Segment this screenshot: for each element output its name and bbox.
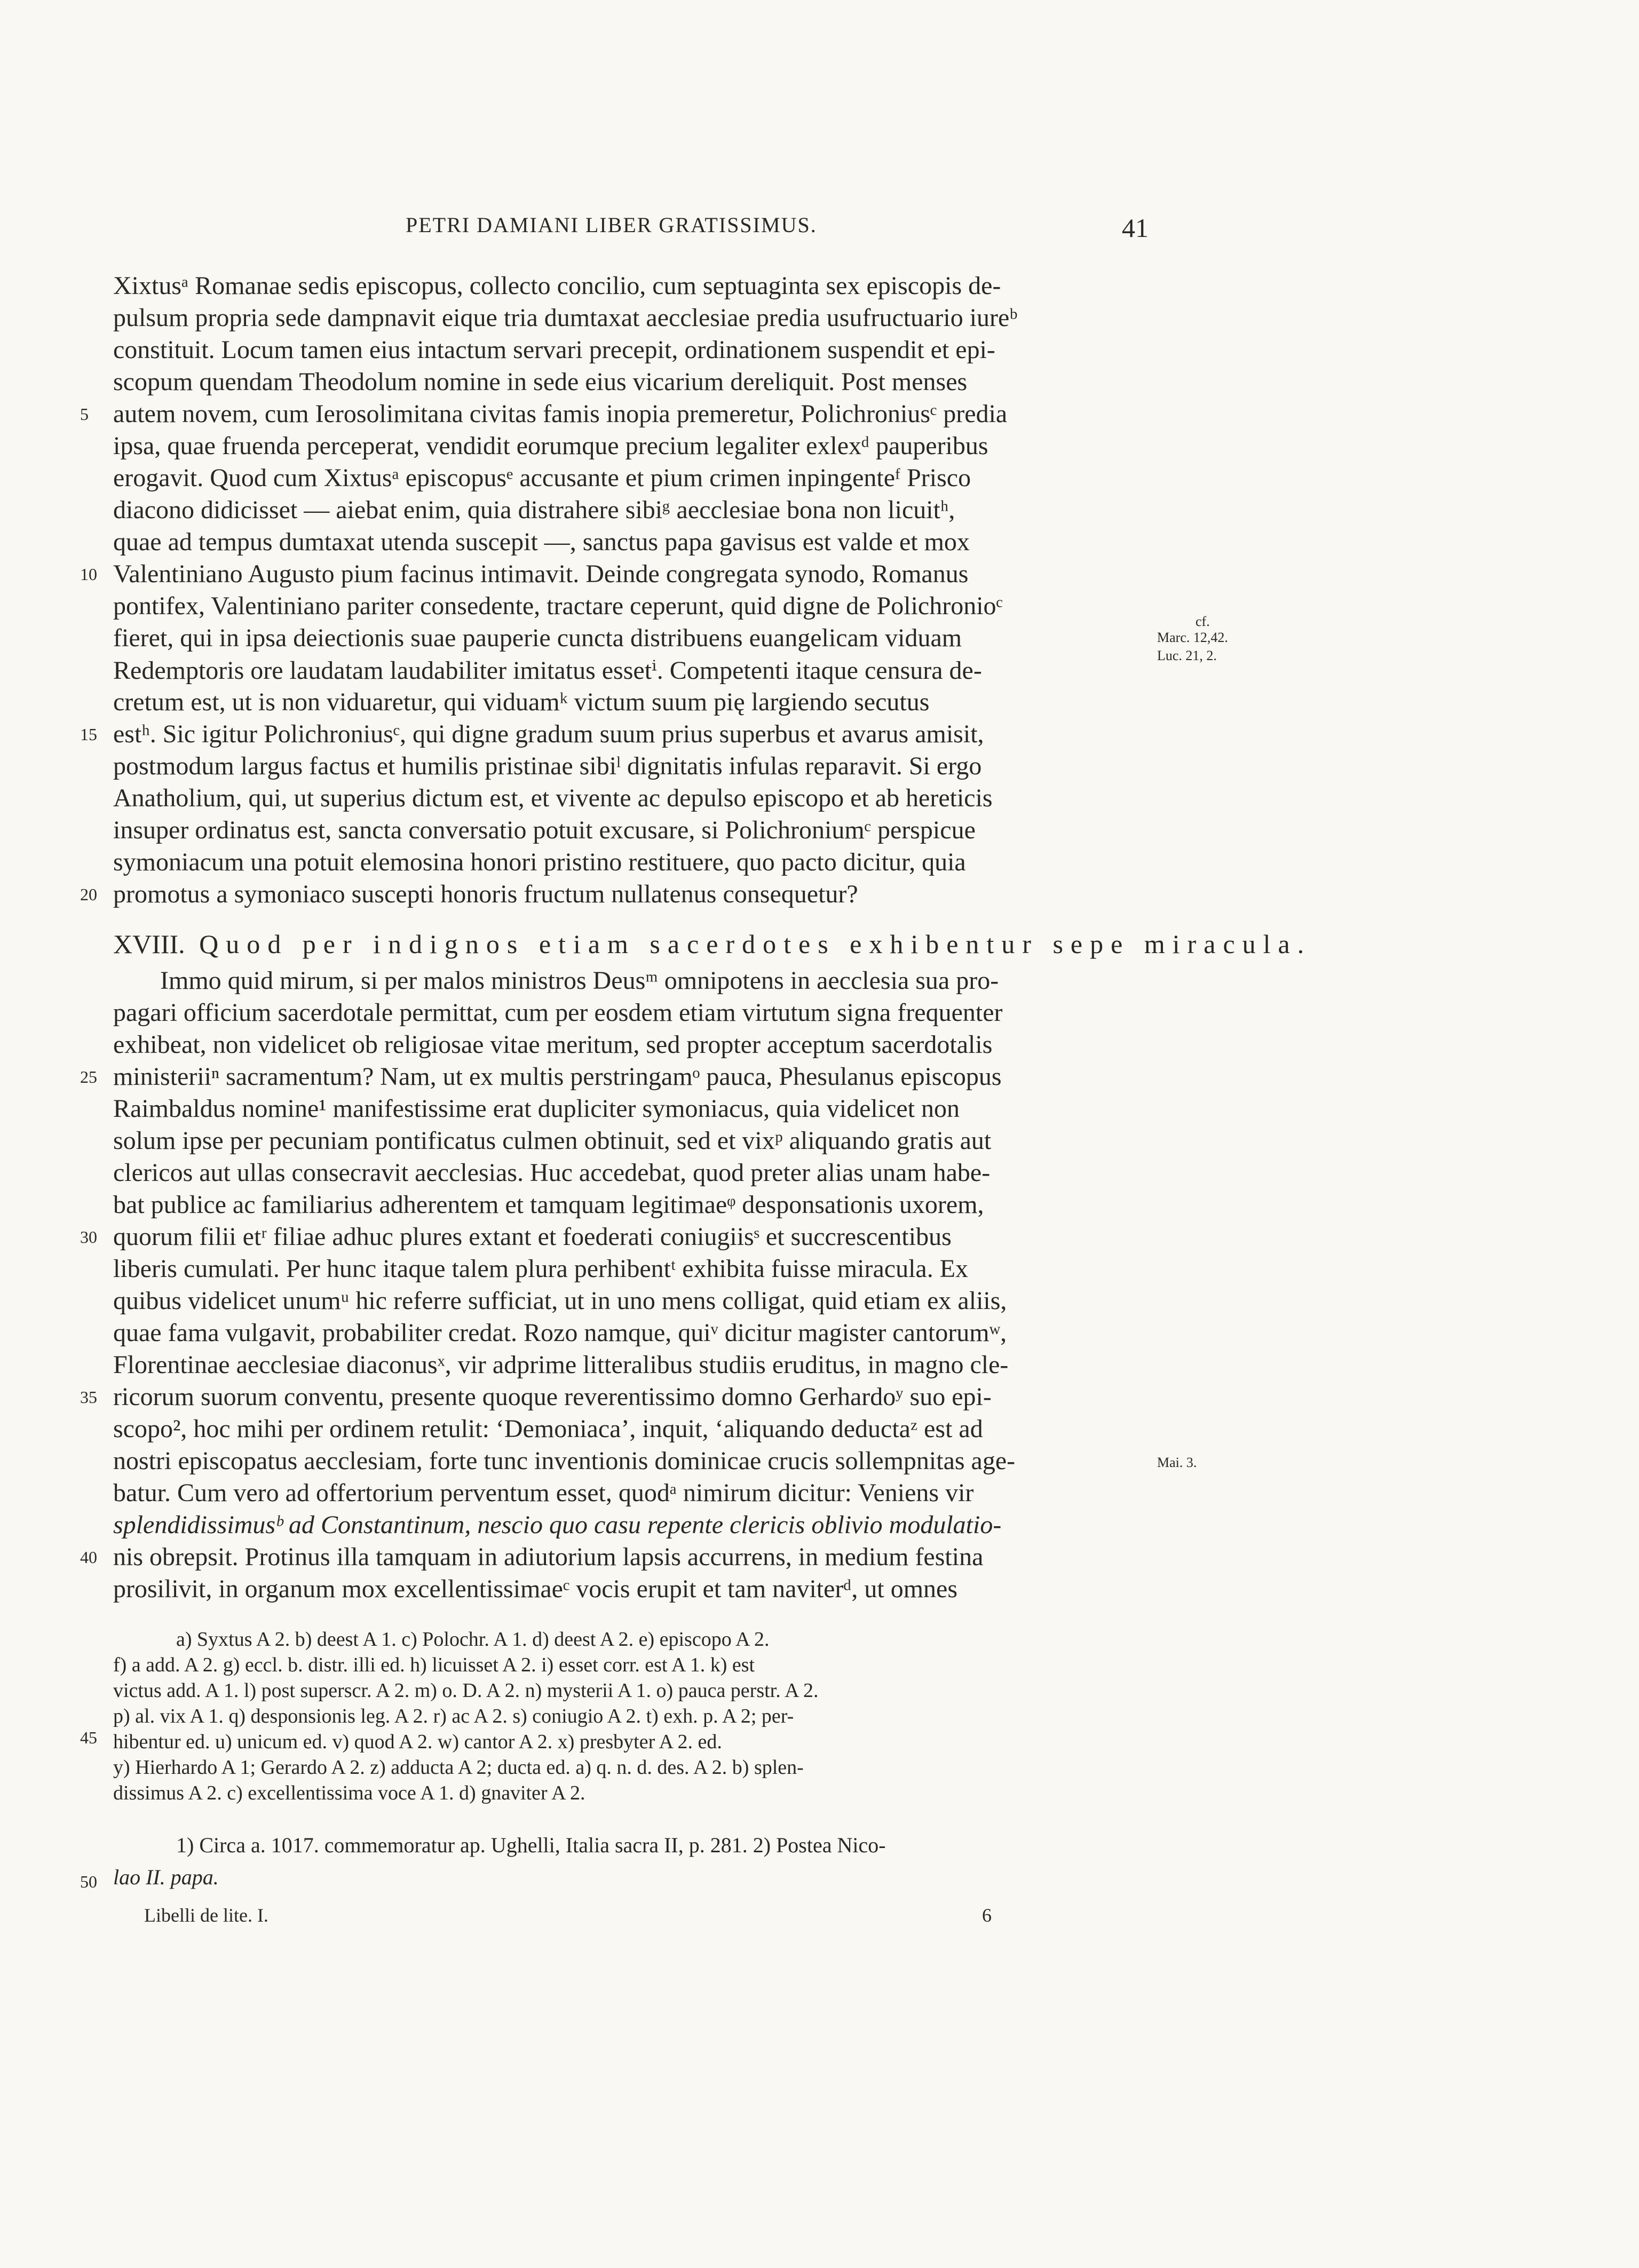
apparatus-line: y) Hierhardo A 1; Gerardo A 2. z) adducta A 2; ducta ed. a) q. n. d. des. A 2. b) splen- — [113, 1756, 804, 1779]
historical-note-line: lao II. papa. — [113, 1865, 219, 1889]
text-line: scopum quendam Theodolum nomine in sede eius vicarium dereliquit. Post menses — [113, 368, 968, 396]
text-line: solum ipse per pecuniam pontificatus culmen obtinuit, sed et vixᵖ aliquando gratis aut — [113, 1127, 992, 1155]
chapter-heading — [113, 929, 1311, 959]
text-line: ipsa, quae fruenda perceperat, vendidit eorumque precium legaliter exlexᵈ pauperibus — [113, 432, 988, 460]
text-line: erogavit. Quod cum Xixtusᵃ episcopusᵉ accusante et pium crimen inpingenteᶠ Prisco — [113, 464, 971, 492]
text-line: diacono didicisset — aiebat enim, quia distrahere sibiᵍ aecclesiae bona non licuitʰ, — [113, 496, 955, 524]
line-number: 40 — [80, 1548, 97, 1567]
text-line: Anatholium, qui, ut superius dictum est, et vivente ac depulso episcopo et ab hereticis — [113, 784, 993, 812]
historical-note-line: 1) Circa a. 1017. commemoratur ap. Ughelli, Italia sacra II, p. 281. 2) Postea Nico- — [176, 1833, 886, 1857]
text-line: nis obrepsit. Protinus illa tamquam in adiutorium lapsis accurrens, in medium festina — [113, 1543, 984, 1571]
text-line: quae fama vulgavit, probabiliter credat. Rozo namque, quiᵛ dicitur magister cantorumʷ, — [113, 1319, 1007, 1347]
text-line: estʰ. Sic igitur Polichroniusᶜ, qui digne gradum suum prius superbus et avarus amisit, — [113, 720, 984, 748]
text-line: insuper ordinatus est, sancta conversatio potuit excusare, si Polichroniumᶜ perspicue — [113, 816, 976, 844]
line-number: 45 — [80, 1728, 97, 1747]
text-line: exhibeat, non videlicet ob religiosae vitae meritum, sed propter acceptum sacerdotalis — [113, 1030, 993, 1059]
text-line: symoniacum una potuit elemosina honori pristino restituere, quo pacto dicitur, quia — [113, 848, 966, 876]
margin-note: Marc. 12,42. — [1157, 630, 1228, 645]
text-line: bat publice ac familiarius adherentem et tamquam legitimaeᵠ desponsationis uxorem, — [113, 1191, 984, 1219]
apparatus-line: p) al. vix A 1. q) desponsionis leg. A 2. r) ac A 2. s) coniugio A 2. t) exh. p. A 2; per- — [113, 1705, 794, 1727]
apparatus-line: dissimus A 2. c) excellentissima voce A 1. d) gnaviter A 2. — [113, 1782, 585, 1804]
text-line: promotus a symoniaco suscepti honoris fructum nullatenus consequetur? — [113, 880, 858, 908]
text-line: quae ad tempus dumtaxat utenda suscepit —, sanctus papa gavisus est valde et mox — [113, 528, 970, 556]
line-number: 50 — [80, 1872, 97, 1891]
text-line: pagari officium sacerdotale permittat, cum per eosdem etiam virtutum signa frequenter — [113, 998, 1003, 1027]
text-line: nostri episcopatus aecclesiam, forte tunc inventionis dominicae crucis sollempnitas age- — [113, 1447, 1016, 1475]
text-line: quorum filii etʳ filiae adhuc plures extant et foederati coniugiisˢ et succrescentibus — [113, 1223, 952, 1251]
text-line: Raimbaldus nomine¹ manifestissime erat dupliciter symoniacus, quia videlicet non — [113, 1095, 960, 1123]
text-line: fieret, qui in ipsa deiectionis suae pauperie cuncta distribuens euangelicam viduam — [113, 624, 962, 652]
text-line: ministeriiⁿ sacramentum? Nam, ut ex multis perstringamᵒ pauca, Phesulanus episcopus — [113, 1062, 1002, 1091]
margin-note: Luc. 21, 2. — [1157, 648, 1217, 663]
text-line: pontifex, Valentiniano pariter consedente, tractare ceperunt, quid digne de Polichronioᶜ — [113, 592, 1003, 620]
page-number: 41 — [1122, 213, 1149, 243]
apparatus-line: victus add. A 1. l) post superscr. A 2. m) o. D. A 2. n) mysterii A 1. o) pauca perstr. A 2. — [113, 1679, 819, 1702]
text-line: Immo quid mirum, si per malos ministros Deusᵐ omnipotens in aecclesia sua pro- — [160, 966, 999, 995]
text-line: liberis cumulati. Per hunc itaque talem plura perhibentᵗ exhibita fuisse miracula. Ex — [113, 1255, 969, 1283]
margin-note: cf. — [1195, 614, 1210, 629]
line-number: 15 — [80, 725, 97, 744]
text-line: autem novem, cum Ierosolimitana civitas famis inopia premeretur, Polichroniusᶜ predia — [113, 400, 1008, 428]
text-line: Redemptoris ore laudatam laudabiliter imitatus essetⁱ. Competenti itaque censura de- — [113, 656, 982, 685]
chapter-title: Quod per indignos etiam sacerdotes exhibentur sepe miracula. — [199, 929, 1312, 959]
line-number: 35 — [80, 1387, 97, 1407]
line-number: 5 — [80, 405, 89, 424]
text-line: prosilivit, in organum mox excellentissimaeᶜ vocis erupit et tam naviterᵈ, ut omnes — [113, 1575, 958, 1603]
line-number: 30 — [80, 1227, 97, 1247]
text-line: quibus videlicet unumᵘ hic referre sufficiat, ut in uno mens colligat, quid etiam ex aliis, — [113, 1287, 1007, 1315]
line-number: 10 — [80, 565, 97, 584]
line-number: 25 — [80, 1067, 97, 1087]
text-line: Valentiniano Augusto pium facinus intimavit. Deinde congregata synodo, Romanus — [113, 560, 969, 588]
signature-mark: 6 — [982, 1905, 992, 1926]
apparatus-line: hibentur ed. u) unicum ed. v) quod A 2. w) cantor A 2. x) presbyter A 2. ed. — [113, 1731, 722, 1753]
text-line: batur. Cum vero ad offertorium perventum esset, quodᵃ nimirum dicitur: Veniens vir — [113, 1479, 974, 1507]
text-line: cretum est, ut is non viduaretur, qui viduamᵏ victum suum pię largiendo secutus — [113, 688, 930, 716]
text-line: scopo², hoc mihi per ordinem retulit: ‘Demoniaca’, inquit, ‘aliquando deductaᶻ est ad — [113, 1415, 983, 1443]
text-line: Florentinae aecclesiae diaconusˣ, vir adprime litteralibus studiis eruditus, in magno cle- — [113, 1351, 1009, 1379]
text-line: ricorum suorum conventu, presente quoque reverentissimo domno Gerhardoʸ suo epi- — [113, 1383, 992, 1411]
margin-note: Mai. 3. — [1157, 1455, 1197, 1470]
text-line: splendidissimusᵇ ad Constantinum, nescio quo casu repente clericis oblivio modulatio- — [113, 1511, 1002, 1539]
chapter-numeral: XVIII. — [113, 929, 185, 959]
running-title: PETRI DAMIANI LIBER GRATISSIMUS. — [406, 213, 817, 237]
text-line: postmodum largus factus et humilis pristinae sibiˡ dignitatis infulas reparavit. Si ergo — [113, 752, 982, 780]
text-line: clericos aut ullas consecravit aecclesias. Huc accedebat, quod preter alias unam habe- — [113, 1159, 991, 1187]
text-line: constituit. Locum tamen eius intactum servari precepit, ordinationem suspendit et epi- — [113, 336, 995, 364]
text-line: pulsum propria sede dampnavit eique tria dumtaxat aecclesiae predia usufructuario iureᵇ — [113, 304, 1018, 332]
apparatus-line: a) Syxtus A 2. b) deest A 1. c) Polochr. A 1. d) deest A 2. e) episcopo A 2. — [176, 1628, 770, 1651]
line-number: 20 — [80, 885, 97, 904]
signature-title: Libelli de lite. I. — [144, 1905, 268, 1926]
text-line: Xixtusᵃ Romanae sedis episcopus, collecto concilio, cum septuaginta sex episcopis de- — [113, 272, 1001, 300]
apparatus-line: f) a add. A 2. g) eccl. b. distr. illi ed. h) licuisset A 2. i) esset corr. est A 1. k) est — [113, 1654, 755, 1676]
